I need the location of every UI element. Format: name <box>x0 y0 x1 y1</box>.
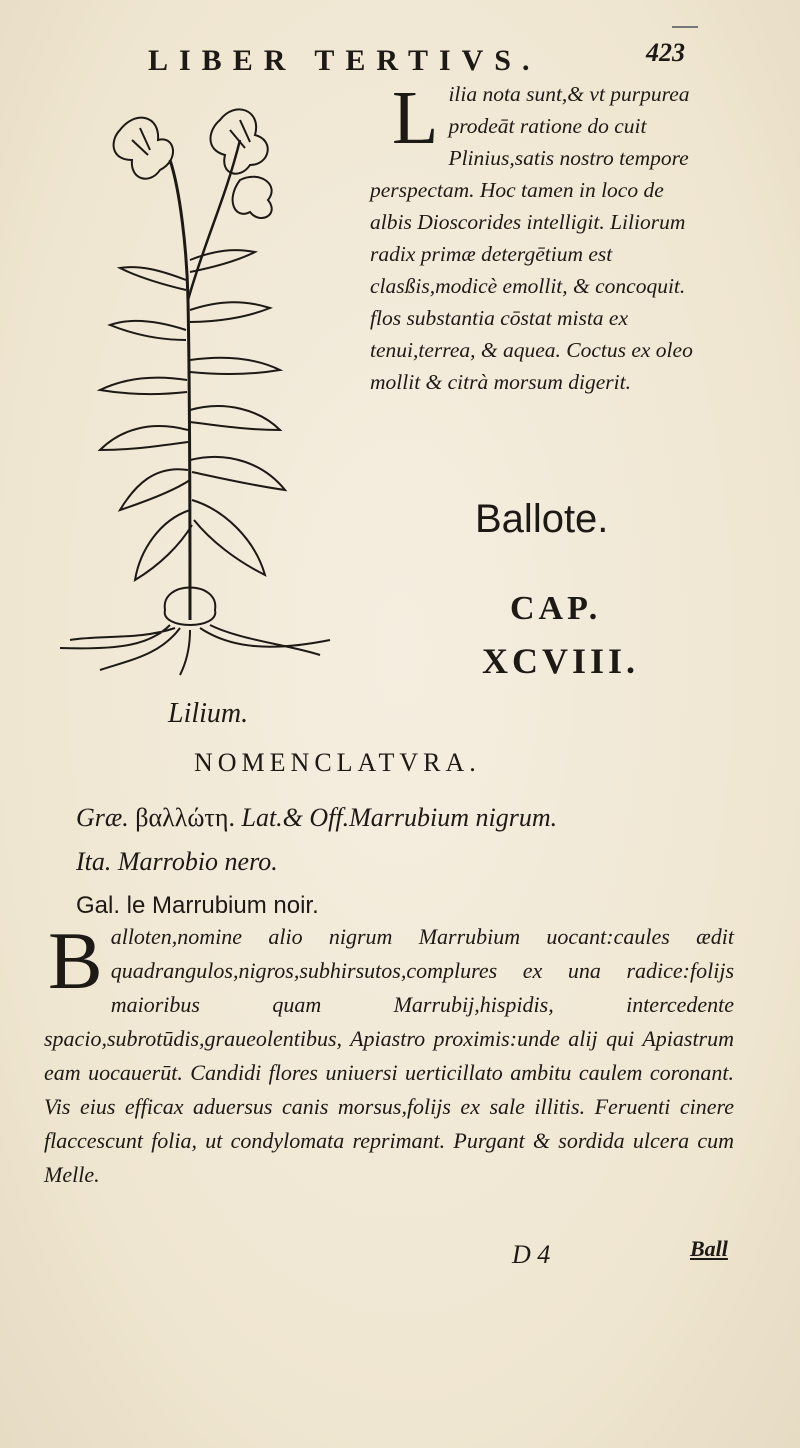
nomenclature-line-french: Gal. le Marrubium noir. <box>76 892 319 919</box>
drop-cap: L <box>392 76 439 160</box>
signature-mark: D 4 <box>512 1240 551 1269</box>
drop-cap: B <box>48 915 103 1006</box>
lilium-text <box>370 78 705 398</box>
figure-caption: Lilium. <box>168 698 249 729</box>
running-header: LIBER TERTIVS. <box>148 44 541 77</box>
chapter-number: XCVIII. <box>482 641 640 681</box>
ballote-text <box>44 915 734 1192</box>
lilium-paragraph: ilia nota sunt,& vt purpurea prodeāt ratione do cuit Plinius,satis nostro tempore perspectam. Hoc tamen in loco de albis Dioscorides intelligit. Liliorum radix primæ detergētium est clasßis,modicè emollit, & concoquit. flos substantia cōstat mista ex tenui,terrea, & aquea. Coctus ex oleo mollit & citrà morsum digerit. <box>370 82 693 394</box>
chapter-label: CAP. <box>510 590 602 627</box>
latin-name: Off.Marrubium nigrum. <box>309 803 558 832</box>
page-number: 423 <box>646 38 685 67</box>
nomenclature-line-italian <box>76 840 756 884</box>
greek-name: βαλλώτη. <box>135 803 235 832</box>
lily-woodcut-illustration <box>40 100 340 680</box>
latin-label: Lat.& <box>241 803 303 832</box>
nomenclature-line-greek <box>76 796 756 840</box>
greek-label: Græ. <box>76 803 129 832</box>
section-title: Ballote. <box>475 497 609 541</box>
italian-name: Marrobio nero. <box>117 847 278 876</box>
italian-label: Ita. <box>76 847 112 876</box>
ballote-paragraph: alloten,nomine alio nigrum Marrubium uocant:caules ædit quadrangulos,nigros,subhirsutos,complures ex una radice:folijs maioribus quam Marrubij,hispidis, intercedente spacio,subrotūdis,graueolentibus, Apiastro proximis:unde alij qui Apiastrum eam uocauerūt. Candidi flores uniuersi uerticillato ambitu caulem coronant. Vis eius efficax aduersus canis morsus,folijs ex sale illitis. Feruenti cinere flaccescunt folia, ut condylomata reprimant. Purgant & sordida ulcera cum Melle. <box>44 924 734 1187</box>
catchword: Ball <box>690 1236 728 1261</box>
nomenclature-list <box>76 796 756 928</box>
nomenclature-heading: NOMENCLATVRA. <box>194 748 481 777</box>
header-mark <box>672 26 698 28</box>
